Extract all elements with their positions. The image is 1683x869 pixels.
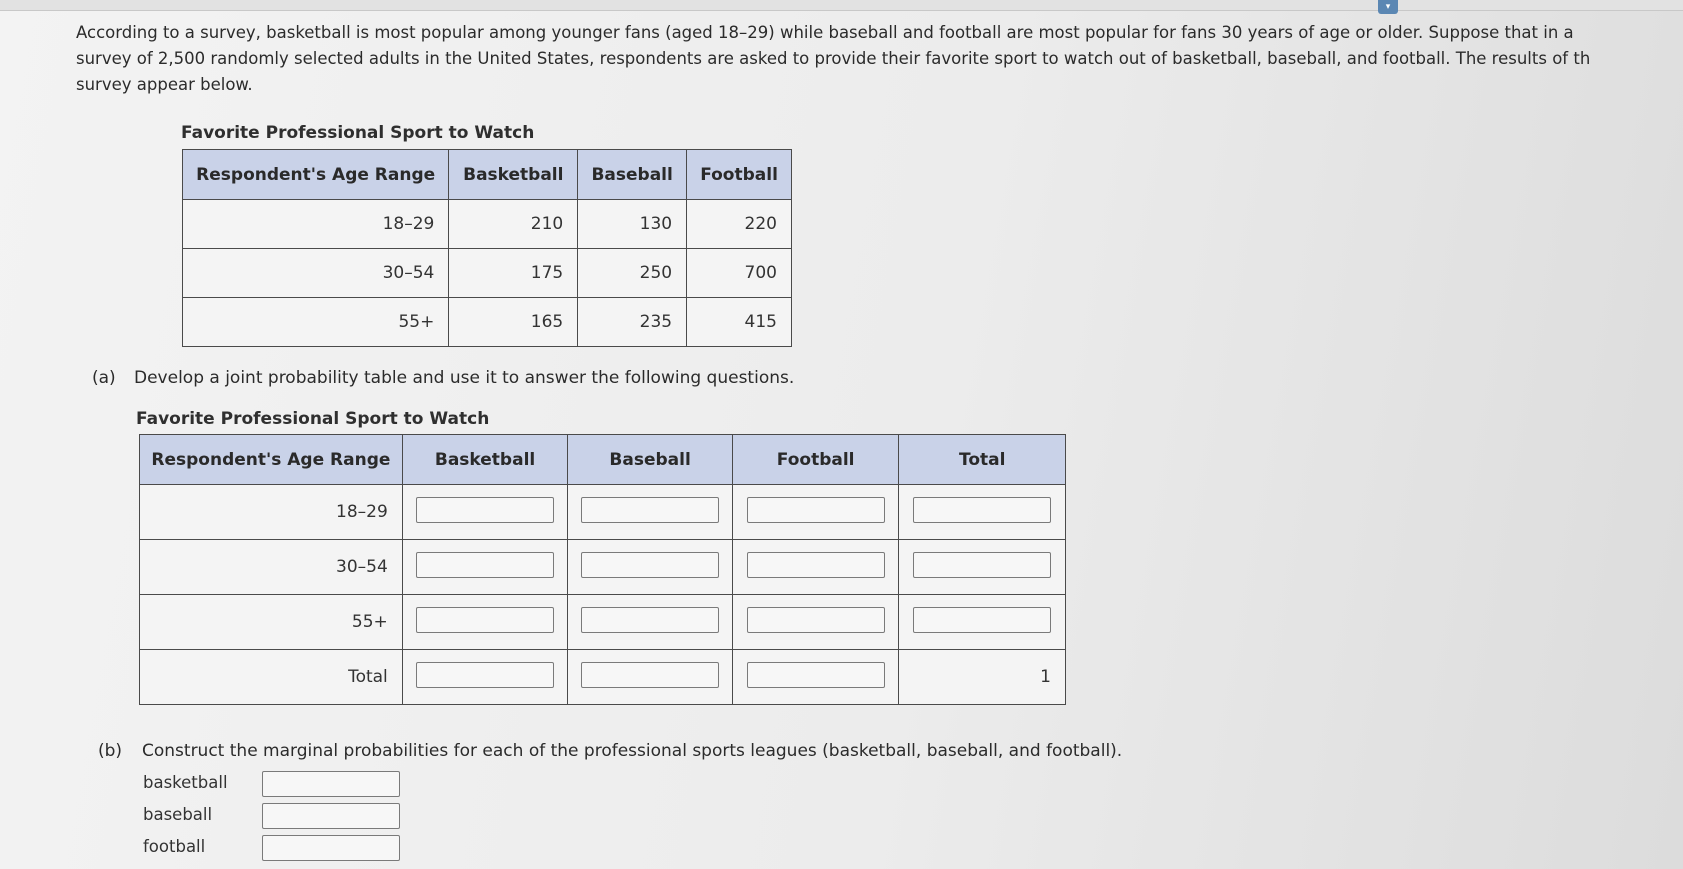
survey-table	[182, 149, 792, 347]
age-cell: 30–54	[183, 249, 449, 298]
marginal-label-football: football	[143, 837, 206, 856]
football-cell: 700	[687, 249, 792, 298]
joint-input-total-basketball[interactable]	[416, 662, 554, 688]
basketball-cell: 175	[449, 249, 578, 298]
table-row	[183, 298, 792, 347]
joint-input-total-baseball[interactable]	[581, 662, 719, 688]
problem-line-2: survey of 2,500 randomly selected adults in the United States, respondents are asked to provide their favorite sport to watch out of basketball, baseball, and football. The results of th	[76, 49, 1591, 68]
header-basketball: Basketball	[402, 435, 568, 485]
header-football: Football	[687, 150, 792, 200]
baseball-cell: 235	[578, 298, 687, 347]
joint-input-18-29-football[interactable]	[747, 497, 885, 523]
table-row	[183, 249, 792, 298]
header-total: Total	[899, 435, 1066, 485]
joint-input-30-54-baseball[interactable]	[581, 552, 719, 578]
joint-input-18-29-basketball[interactable]	[416, 497, 554, 523]
joint-input-55-baseball[interactable]	[581, 607, 719, 633]
football-cell: 220	[687, 200, 792, 249]
part-a-instructions: Develop a joint probability table and use it to answer the following questions.	[134, 368, 795, 388]
problem-line-1: According to a survey, basketball is most popular among younger fans (aged 18–29) while baseball and football are most popular for fans 30 years of age or older. Suppose that in a	[76, 23, 1574, 42]
header-baseball: Baseball	[578, 150, 687, 200]
baseball-cell: 130	[578, 200, 687, 249]
row-label-18-29: 18–29	[140, 485, 403, 540]
marginal-label-basketball: basketball	[143, 773, 228, 792]
marginal-input-basketball[interactable]	[262, 771, 400, 797]
header-age-range: Respondent's Age Range	[183, 150, 449, 200]
table-row	[140, 485, 1066, 540]
table-row	[140, 650, 1066, 705]
table-row	[140, 540, 1066, 595]
football-cell: 415	[687, 298, 792, 347]
joint-input-55-total[interactable]	[913, 607, 1051, 633]
part-b-label: (b)	[98, 741, 123, 761]
joint-input-55-football[interactable]	[747, 607, 885, 633]
row-label-55-plus: 55+	[140, 595, 403, 650]
joint-input-18-29-total[interactable]	[913, 497, 1051, 523]
age-cell: 18–29	[183, 200, 449, 249]
survey-table-caption: Favorite Professional Sport to Watch	[181, 123, 535, 143]
row-label-30-54: 30–54	[140, 540, 403, 595]
basketball-cell: 210	[449, 200, 578, 249]
joint-input-30-54-basketball[interactable]	[416, 552, 554, 578]
table-row	[183, 200, 792, 249]
part-a-label: (a)	[92, 368, 116, 388]
marginal-input-football[interactable]	[262, 835, 400, 861]
joint-table-caption: Favorite Professional Sport to Watch	[136, 409, 490, 429]
row-label-total: Total	[140, 650, 403, 705]
joint-input-18-29-baseball[interactable]	[581, 497, 719, 523]
problem-statement	[76, 20, 1676, 98]
basketball-cell: 165	[449, 298, 578, 347]
age-cell: 55+	[183, 298, 449, 347]
header-football: Football	[732, 435, 899, 485]
marginal-input-baseball[interactable]	[262, 803, 400, 829]
marginal-label-baseball: baseball	[143, 805, 213, 824]
joint-input-total-football[interactable]	[747, 662, 885, 688]
baseball-cell: 250	[578, 249, 687, 298]
header-baseball: Baseball	[568, 435, 733, 485]
joint-probability-table	[139, 434, 1066, 705]
header-basketball: Basketball	[449, 150, 578, 200]
grand-total-value: 1	[899, 650, 1066, 705]
part-b-instructions: Construct the marginal probabilities for each of the professional sports leagues (basketball, baseball, and football).	[142, 741, 1123, 761]
joint-input-30-54-total[interactable]	[913, 552, 1051, 578]
joint-input-55-basketball[interactable]	[416, 607, 554, 633]
chevron-down-icon[interactable]: ▾	[1378, 0, 1398, 14]
header-age-range: Respondent's Age Range	[140, 435, 403, 485]
table-row	[140, 595, 1066, 650]
joint-input-30-54-football[interactable]	[747, 552, 885, 578]
problem-line-3: survey appear below.	[76, 75, 253, 94]
